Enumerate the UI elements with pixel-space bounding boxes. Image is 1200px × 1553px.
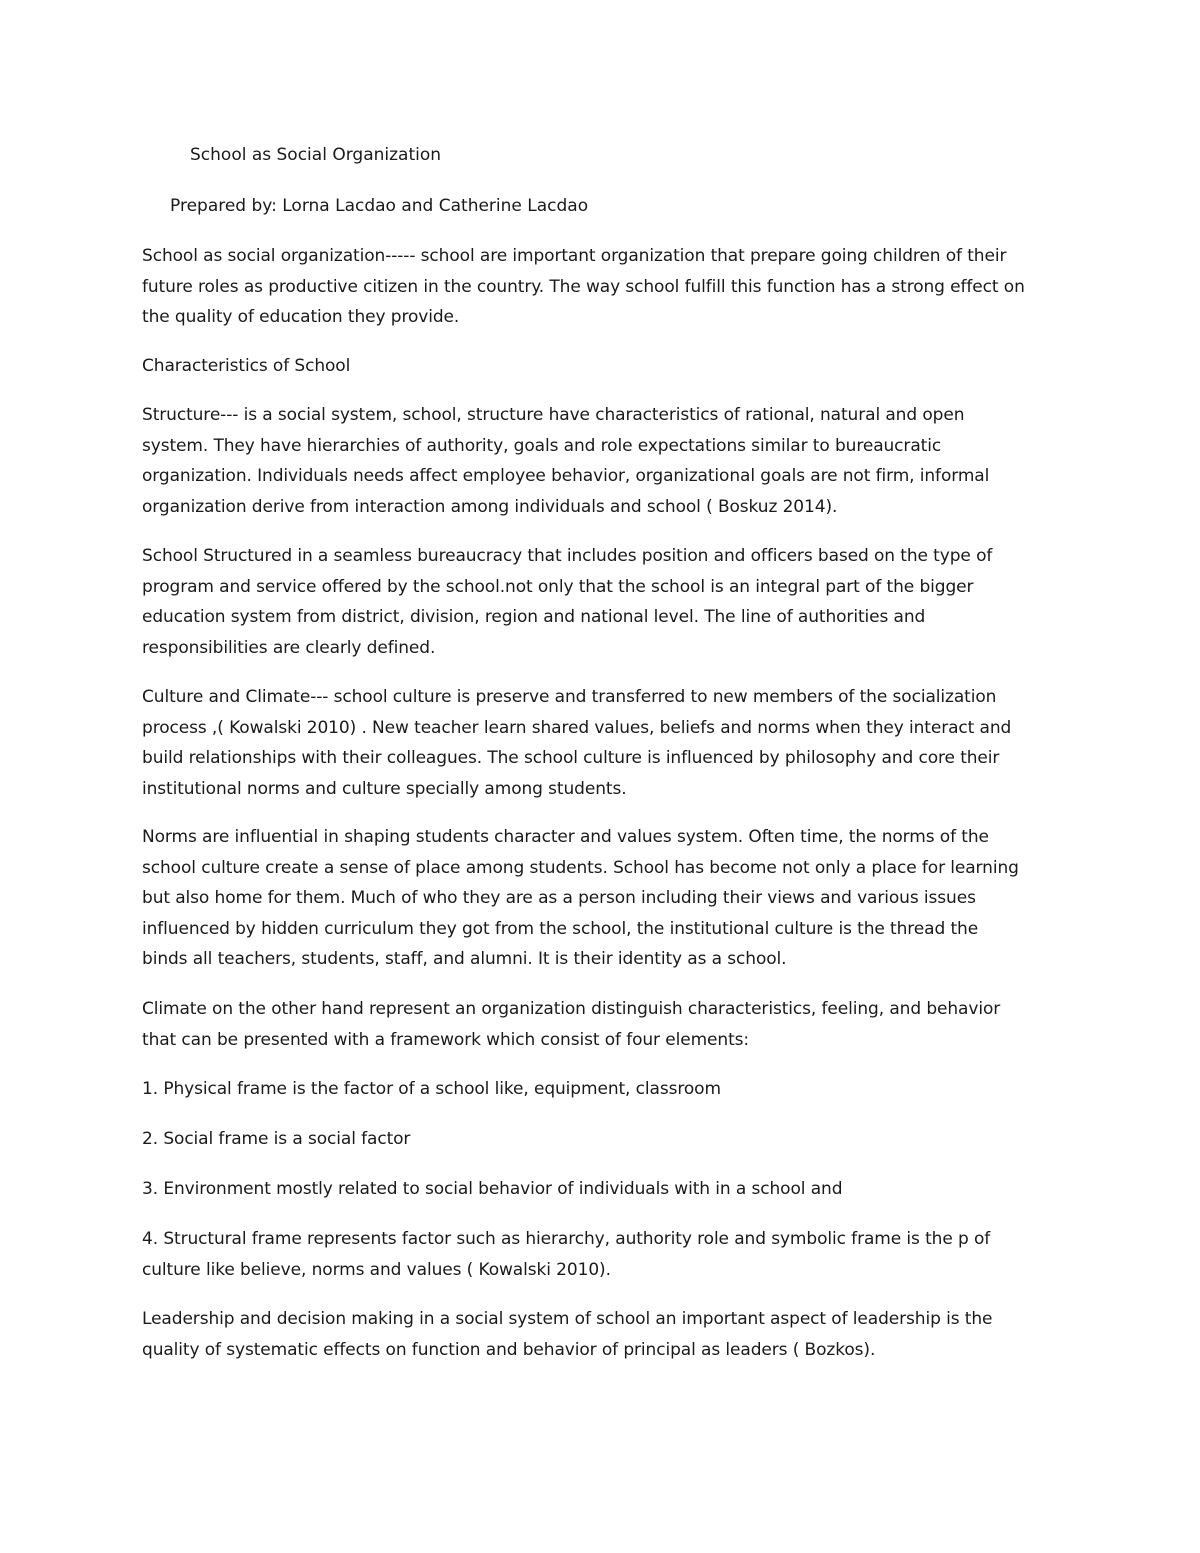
document-title: School as Social Organization [190,145,442,165]
list-item-1: 1. Physical frame is the factor of a school like, equipment, classroom [142,1079,721,1099]
document-byline: Prepared by: Lorna Lacdao and Catherine Lacdao [170,196,589,216]
paragraph-norms: Norms are influential in shaping students character and values system. Often time, the norms of the school culture create a sense of place among students. School has become not only a place for learning but also home for them. Much of who they are as a person including their views and various issues influenced by hidden curriculum they got from the school, the institutional culture is the thread the binds all teachers, students, staff, and alumni. It is their identity as a school. [142,827,1019,969]
paragraph-intro: School as social organization----- school are important organization that prepare going children of their future roles as productive citizen in the country. The way school fulfill this function has a strong effect on the quality of education they provide. [142,246,1025,327]
list-item-4: 4. Structural frame represents factor such as hierarchy, authority role and symbolic frame is the p of culture like believe, norms and values ( Kowalski 2010). [142,1229,991,1280]
paragraph-school-structured: School Structured in a seamless bureaucracy that includes position and officers based on the type of program and service offered by the school.not only that the school is an integral part of the bigger education system from district, division, region and national level. The line of authorities and responsibilities are clearly defined. [142,546,993,658]
paragraph-leadership: Leadership and decision making in a social system of school an important aspect of leadership is the quality of systematic effects on function and behavior of principal as leaders ( Bozkos). [142,1309,993,1360]
heading-characteristics: Characteristics of School [142,356,351,376]
paragraph-structure: Structure--- is a social system, school, structure have characteristics of rational, natural and open system. They have hierarchies of authority, goals and role expectations similar to bureaucratic organization. Individuals needs affect employee behavior, organizational goals are not firm, informal organization derive from interaction among individuals and school ( Boskuz 2014). [142,405,990,517]
paragraph-culture-climate: Culture and Climate--- school culture is preserve and transferred to new members of the socialization process ,( Kowalski 2010) . New teacher learn shared values, beliefs and norms when they interact and build relationships with their colleagues. The school culture is influenced by philosophy and core their institutional norms and culture specially among students. [142,687,1012,799]
paragraph-climate: Climate on the other hand represent an organization distinguish characteristics, feeling, and behavior that can be presented with a framework which consist of four elements: [142,999,1001,1050]
list-item-3: 3. Environment mostly related to social behavior of individuals with in a school and [142,1179,843,1199]
list-item-2: 2. Social frame is a social factor [142,1129,411,1149]
